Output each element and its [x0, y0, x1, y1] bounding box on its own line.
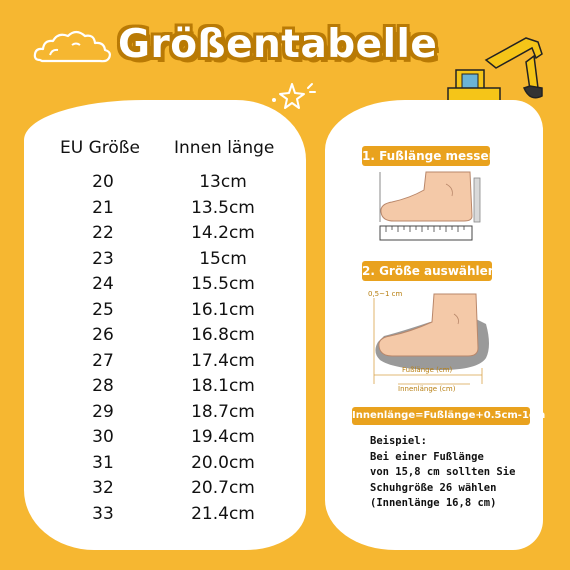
- inner-length: 18.1cm: [191, 376, 255, 396]
- header-inner-length: Innen länge: [174, 138, 275, 158]
- example-line: Beispiel:: [370, 435, 427, 447]
- inner-length: 18.7cm: [191, 401, 255, 422]
- example-line: Bei einer Fußlänge: [370, 450, 484, 463]
- eu-size: 26: [92, 325, 114, 345]
- inner-length: 19.4cm: [191, 427, 255, 447]
- eu-size: 20: [92, 172, 114, 192]
- eu-size: 28: [92, 376, 114, 396]
- table-row: [44, 427, 294, 452]
- inner-length: 20.0cm: [191, 452, 255, 473]
- table-row: [44, 198, 294, 223]
- step-1-label: 1. Fußlänge messen: [362, 146, 490, 166]
- table-row: [44, 223, 294, 248]
- example-line: Schuhgröße 26 wählen: [370, 481, 497, 494]
- eu-size: 23: [92, 248, 114, 269]
- inner-length: 15.5cm: [191, 274, 255, 294]
- eu-size: 32: [92, 478, 114, 498]
- example-line: (Innenlänge 16,8 cm): [370, 497, 497, 509]
- table-row: [44, 351, 294, 376]
- cloud-icon: [32, 24, 114, 68]
- table-row: [44, 402, 294, 427]
- foot-length-label: Fußlänge (cm): [402, 366, 453, 374]
- table-row: [44, 453, 294, 478]
- formula-label: Innenlänge=Fußlänge+0.5cm-1cm: [352, 407, 530, 425]
- header-eu-size: EU Größe: [60, 138, 140, 158]
- table-row: [44, 300, 294, 325]
- table-row: [44, 249, 294, 274]
- gap-label: 0,5~1 cm: [368, 290, 403, 298]
- star-icon: [268, 80, 318, 112]
- inner-length: 14.2cm: [191, 223, 255, 243]
- shoe-icon: [370, 292, 498, 392]
- eu-size: 33: [92, 503, 114, 524]
- table-row: [44, 274, 294, 299]
- inner-length: 20.7cm: [191, 478, 255, 498]
- inner-length: 17.4cm: [191, 350, 255, 371]
- step-2-label: 2. Größe auswählen: [362, 261, 492, 281]
- inner-length-label: Innenlänge (cm): [398, 385, 456, 393]
- eu-size: 25: [92, 299, 114, 320]
- ruler-icon: [380, 226, 472, 240]
- inner-length: 16.1cm: [191, 299, 255, 320]
- inner-length: 21.4cm: [191, 503, 255, 524]
- foot-icon: [376, 168, 494, 244]
- eu-size: 31: [92, 452, 114, 473]
- table-row: [44, 172, 294, 197]
- table-row: [44, 504, 294, 529]
- example-text: [370, 434, 545, 512]
- inner-length: 13cm: [199, 172, 247, 192]
- table-row: [44, 376, 294, 401]
- example-line: von 15,8 cm sollten Sie: [370, 466, 516, 478]
- eu-size: 27: [92, 350, 114, 371]
- table-row: [44, 325, 294, 350]
- eu-size: 29: [92, 401, 114, 422]
- page-title: Größentabelle: [118, 22, 438, 67]
- inner-length: 15cm: [199, 248, 247, 269]
- table-row: [44, 478, 294, 503]
- eu-size: 21: [92, 197, 114, 218]
- inner-length: 16.8cm: [191, 325, 255, 345]
- inner-length: 13.5cm: [191, 197, 255, 218]
- eu-size: 30: [92, 427, 114, 447]
- eu-size: 24: [92, 274, 114, 294]
- eu-size: 22: [92, 223, 114, 243]
